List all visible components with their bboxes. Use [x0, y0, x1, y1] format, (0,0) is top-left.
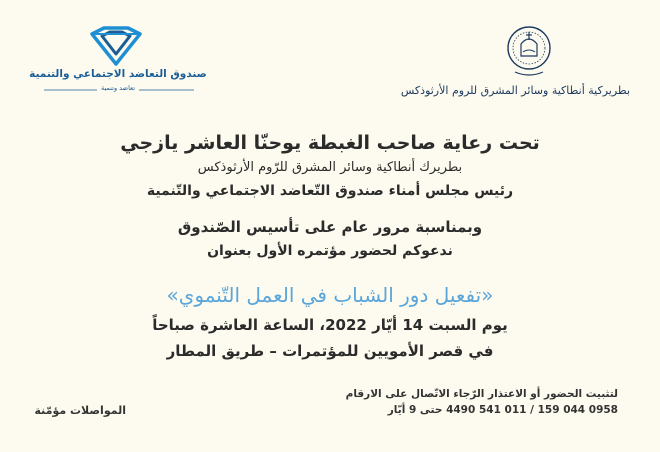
occasion-line: وبمناسبة مرور عام على تأسيس الصّندوق — [177, 218, 483, 236]
patriarchate-name: بطريركية أنطاكية وسائر المشرق للروم الأرثوذكس — [400, 84, 630, 97]
board-title: رئيس مجلس أمناء صندوق التّعاضد الاجتماعي والتّنمية — [146, 183, 514, 199]
event-venue: في قصر الأمويين للمؤتمرات – طريق المطار — [166, 342, 494, 360]
event-datetime: يوم السبت 14 أيّار 2022، الساعة العاشرة صباحاً — [152, 316, 508, 334]
conference-title: «تفعيل دور الشباب في العمل التّنموي» — [166, 283, 494, 307]
fund-name: صندوق التعاضد الاجتماعي والتنمية — [29, 68, 207, 80]
rsvp-note: لتثبيت الحضور أو الاعتذار الرّجاء الاتّصال على الارقام — [345, 388, 618, 400]
patriarchate-seal-icon — [505, 22, 553, 82]
invite-line: ندعوكم لحضور مؤتمره الأول بعنوان — [207, 243, 453, 259]
transport-note: المواصلات مؤمّنة — [34, 404, 126, 417]
patriarch-title: بطريرك أنطاكية وسائر المشرق للرّوم الأرثوذكس — [197, 160, 463, 175]
patronage-line: تحت رعاية صاحب الغبطة يوحنّا العاشر يازجي — [120, 132, 540, 154]
fund-tagline: تعاضد وتنمية — [28, 84, 208, 92]
fund-diamond-logo-icon — [84, 26, 148, 66]
rsvp-phones: 0958 044 159 / 011 541 4490 حتى 9 أيّار — [387, 404, 618, 416]
